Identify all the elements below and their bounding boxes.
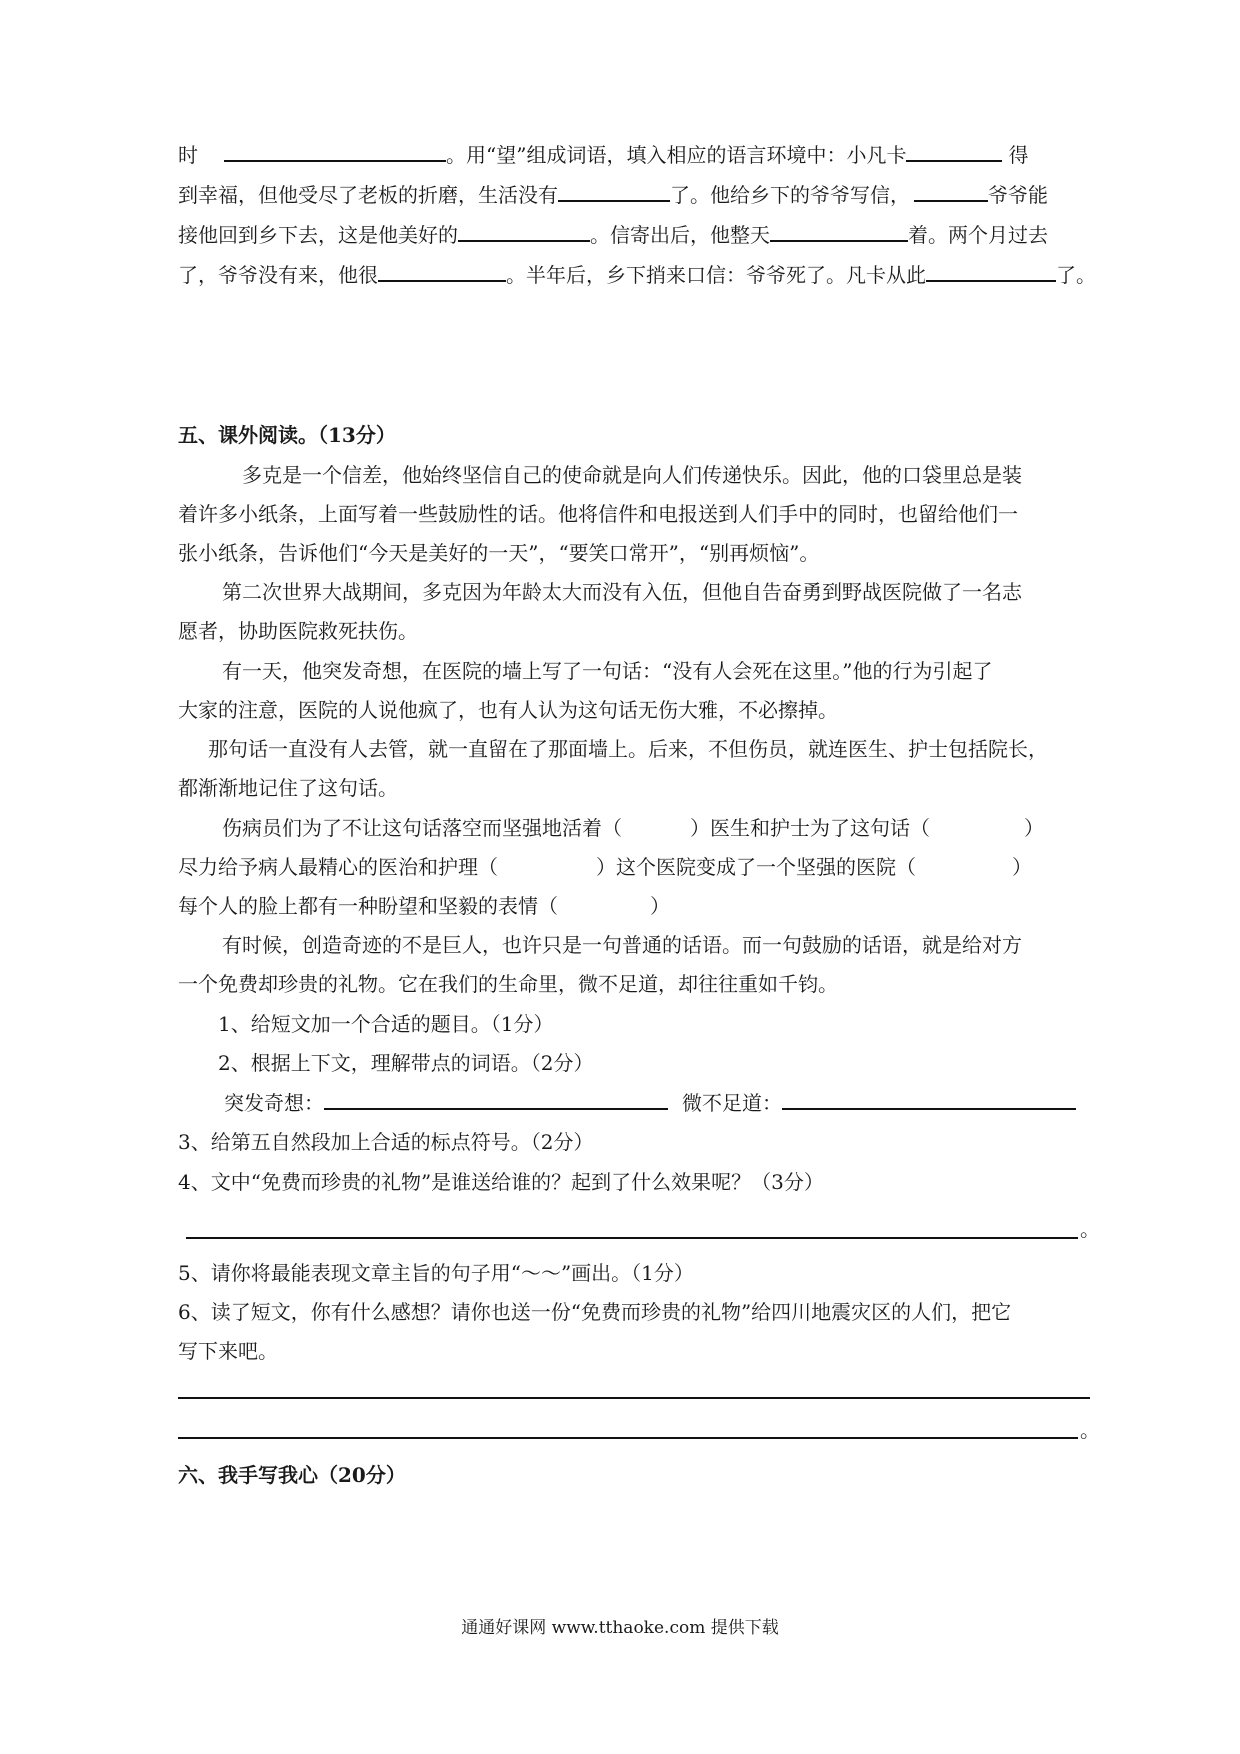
text: ） [1012,855,1032,879]
paragraph-2-line-2: 愿者，协助医院救死扶伤。 [178,619,418,643]
question-4-answer-line[interactable] [186,1237,1078,1239]
paragraph-2-line-1: 第二次世界大战期间，多克因为年龄太大而没有入伍，但他自告奋勇到野战医院做了一名志 [222,580,1022,604]
question-5: 5、请你将最能表现文章主旨的句子用“～～”画出。（1分） [178,1261,694,1285]
answer-blank[interactable] [926,260,1056,282]
text: ）医生和护士为了这句话（ [690,816,930,840]
text: 时 [178,143,198,167]
answer-blank[interactable] [906,140,1002,162]
answer-blank[interactable] [558,180,670,202]
fill-in-line-4 [178,260,1096,290]
question-2-answers [178,1088,1092,1118]
fill-in-line-1 [178,140,1092,170]
text: 。用“望”组成词语，填入相应的语言环境中：小凡卡 [446,143,907,167]
text: 突发奇想： [224,1091,324,1115]
answer-blank[interactable] [914,180,988,202]
question-6-end-mark: 。 [1080,1418,1100,1442]
paragraph-5-line-1 [178,813,1092,843]
text: 到幸福，但他受尽了老板的折磨，生活没有 [178,183,558,207]
answer-blank[interactable] [770,220,908,242]
paragraph-1-line-3: 张小纸条，告诉他们“今天是美好的一天”，“要笑口常开”，“别再烦恼”。 [178,541,820,565]
paragraph-3-line-2: 大家的注意，医院的人说他疯了，也有人认为这句话无伤大雅，不必擦掉。 [178,698,838,722]
text: 。信寄出后，他整天 [590,223,770,247]
answer-blank[interactable] [378,260,506,282]
question-4: 4、文中“免费而珍贵的礼物”是谁送给谁的？起到了什么效果呢？（3分） [178,1170,824,1194]
text: 尽力给予病人最精心的医治和护理（ [178,855,498,879]
paragraph-6-line-2: 一个免费却珍贵的礼物。它在我们的生命里，微不足道，却往往重如千钧。 [178,972,838,996]
question-2: 2、根据上下文，理解带点的词语。（2分） [218,1051,594,1075]
text: 了，爷爷没有来，他很 [178,263,378,287]
text: ）这个医院变成了一个坚强的医院（ [596,855,916,879]
question-3: 3、给第五自然段加上合适的标点符号。（2分） [178,1130,594,1154]
question-6-line-2: 写下来吧。 [178,1339,278,1363]
text: 了。 [1056,263,1096,287]
text: 。半年后，乡下捎来口信：爷爷死了。凡卡从此 [506,263,926,287]
text: 伤病员们为了不让这句话落空而坚强地活着（ [222,816,622,840]
text: 爷爷能 [988,183,1048,207]
text: 了。他给乡下的爷爷写信， [670,183,910,207]
paragraph-4-line-1: 那句话一直没有人去管，就一直留在了那面墙上。后来，不但伤员，就连医生、护士包括院长， [208,737,1048,761]
paragraph-6-line-1: 有时候，创造奇迹的不是巨人，也许只是一句普通的话语。而一句鼓励的话语，就是给对方 [222,933,1022,957]
paragraph-5-line-2 [178,852,1092,882]
section-6-heading: 六、我手写我心（20分） [178,1463,406,1487]
question-1: 1、给短文加一个合适的题目。（1分） [218,1012,554,1036]
paragraph-4-line-2: 都渐渐地记住了这句话。 [178,776,398,800]
question-4-end-mark: 。 [1080,1217,1100,1241]
paragraph-1-line-2: 着许多小纸条，上面写着一些鼓励性的话。他将信件和电报送到人们手中的同时，也留给他们一 [178,502,1018,526]
answer-blank[interactable] [782,1088,1076,1110]
answer-blank[interactable] [324,1088,668,1110]
question-6-answer-line-2[interactable] [178,1437,1078,1439]
question-6-answer-line-1[interactable] [178,1397,1090,1399]
text: 每个人的脸上都有一种盼望和坚毅的表情（ [178,894,558,918]
text: 接他回到乡下去，这是他美好的 [178,223,458,247]
text: 得 [1008,143,1029,167]
page-footer: 通通好课网 www.tthaoke.com 提供下载 [461,1618,779,1638]
fill-in-line-3 [178,220,1092,250]
answer-blank[interactable] [458,220,590,242]
paragraph-5-line-3 [178,891,1092,921]
answer-blank[interactable] [224,140,446,162]
question-6-line-1: 6、读了短文，你有什么感想？请你也送一份“免费而珍贵的礼物”给四川地震灾区的人们，把它 [178,1300,1012,1324]
paragraph-3-line-1: 有一天，他突发奇想，在医院的墙上写了一句话：“没有人会死在这里。”他的行为引起了 [222,659,993,683]
text: ） [1024,816,1044,840]
text: 微不足道： [682,1091,782,1115]
fill-in-line-2 [178,180,1092,210]
text: ） [650,894,670,918]
paragraph-1-line-1: 多克是一个信差，他始终坚信自己的使命就是向人们传递快乐。因此，他的口袋里总是装 [242,463,1022,487]
text: 着。两个月过去 [908,223,1048,247]
section-5-heading: 五、课外阅读。（13分） [178,423,396,447]
